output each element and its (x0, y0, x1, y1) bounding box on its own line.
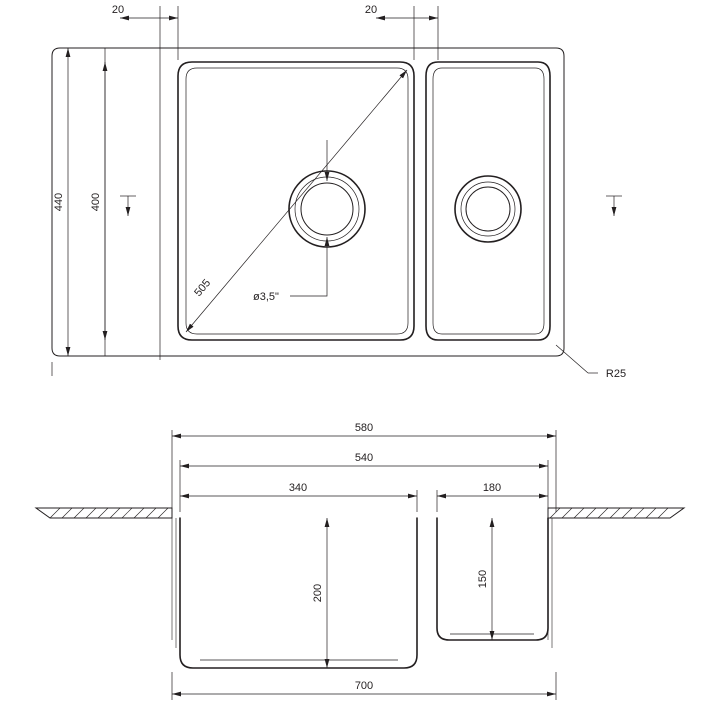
dim-label-overall-height: 440 (53, 192, 65, 212)
dim-label-diagonal: 505 (192, 277, 214, 299)
dim-label-side-bowl-width: 180 (482, 482, 502, 494)
centerline-ticks (120, 196, 622, 216)
dim-corner-radius (556, 345, 626, 380)
dim-label-main-bowl-width: 340 (288, 482, 308, 494)
front-view-extension-lines (172, 430, 556, 700)
dim-ledge-left (112, 4, 178, 18)
dim-label-ledge-left: 20 (111, 4, 125, 16)
top-view-side-bowl (426, 62, 550, 340)
main-drain (289, 171, 365, 247)
dim-label-bowl-height: 400 (90, 192, 102, 212)
dim-label-drain: ø3,5" (253, 291, 279, 303)
dim-label-side-bowl-depth: 150 (477, 569, 489, 589)
dim-bowls-inner (180, 452, 548, 466)
dim-overall-height (53, 48, 68, 356)
dim-side-bowl-width (437, 482, 548, 496)
dim-label-bowls-inner: 540 (354, 452, 374, 464)
side-drain (455, 176, 521, 242)
dim-diagonal (186, 70, 407, 332)
front-view-main-bowl (180, 518, 417, 668)
front-view-left-ledge (36, 508, 172, 518)
dim-label-divider: 20 (364, 4, 378, 16)
dim-divider (365, 4, 438, 18)
front-view-wall-hatch (172, 518, 552, 648)
dim-main-bowl-depth (312, 518, 327, 668)
dim-overall-width (172, 680, 556, 694)
dim-label-bowls-outer: 580 (354, 422, 374, 434)
dim-side-bowl-depth (477, 518, 492, 640)
dim-label-corner-radius: R25 (605, 368, 627, 380)
dim-bowl-height (90, 62, 105, 340)
dim-label-overall-width: 700 (354, 680, 374, 692)
dim-drain-diameter (253, 140, 327, 303)
top-view-outline (52, 48, 564, 356)
front-view-right-ledge (548, 508, 684, 518)
dim-main-bowl-width (180, 482, 417, 496)
dim-bowls-outer (172, 422, 556, 436)
dim-label-main-bowl-depth: 200 (312, 583, 324, 603)
front-view-side-bowl (437, 518, 548, 640)
